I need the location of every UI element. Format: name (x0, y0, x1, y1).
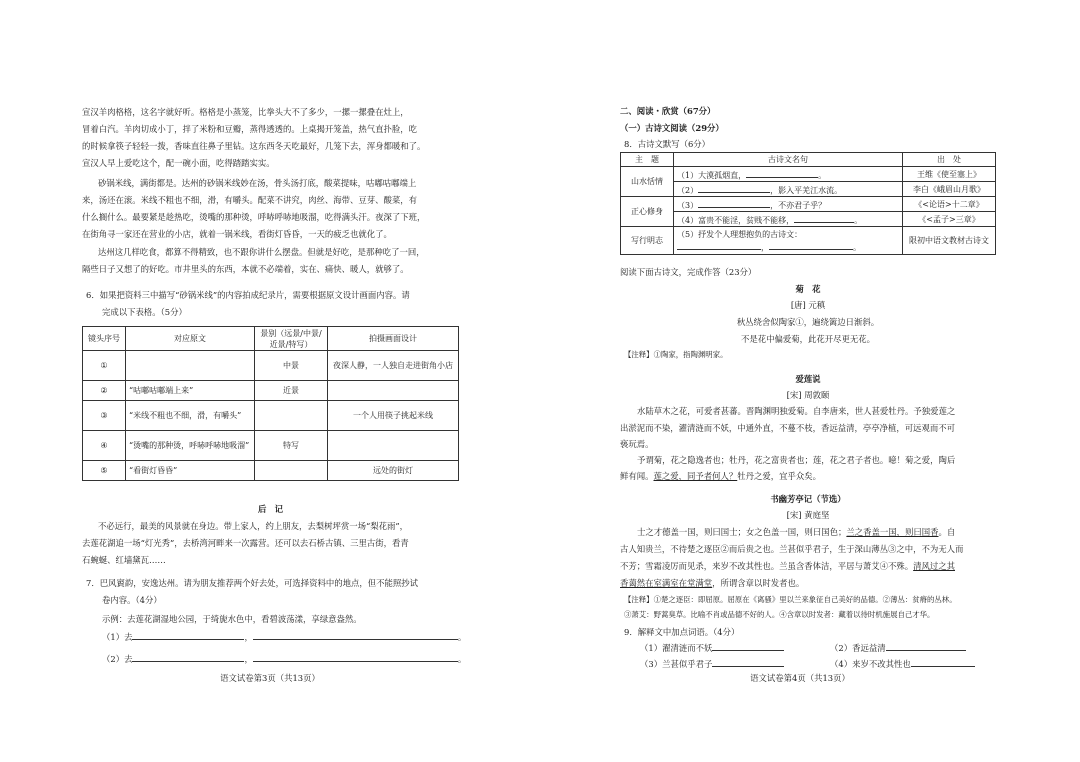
answer-blank[interactable] (794, 213, 854, 223)
essay-author: [宋] 周敦颐 (786, 390, 830, 400)
subsection-heading: （一）古诗文阅读（29分） (620, 123, 724, 133)
question-8: 8．古诗文默写（6分） (624, 139, 711, 149)
essay-author: [宋] 黄庭坚 (786, 510, 830, 520)
question-7-example: 示例：去莲花湖湿地公园，于绮旎水色中，看碧波荡漾，享绿意盎然。 (102, 614, 362, 624)
poem-note: 【注释】①陶家，指陶渊明家。 (624, 350, 728, 359)
table-header: 古诗文名句 (674, 153, 903, 167)
table-cell: 远处的街灯 (328, 461, 459, 481)
table-cell: 夜深人静，一人独自走进街角小店 (328, 351, 459, 381)
passage-line: 隔些日子又想了的好吃。市井里头的东西，本就不必端着，实在、痛快、暖人，就够了。 (82, 264, 409, 274)
answer-blank[interactable] (677, 240, 761, 250)
passage-line: 砂锅米线，满街都是。达州的砂锅米线妙在汤，骨头汤打底，酸菜提味，咕嘟咕嘟端上 (98, 178, 417, 188)
q9-item: （2）香远益清 (830, 640, 966, 656)
table-cell: ③ (83, 401, 126, 431)
poem-line: 不是花中偏爱菊，此花开尽更无花。 (741, 334, 875, 344)
answer-line-1: （1）去 ， 。 (102, 632, 467, 642)
answer-blank[interactable] (886, 641, 966, 651)
answer-blank[interactable] (253, 630, 458, 640)
answer-blank[interactable] (698, 183, 770, 193)
source-cell: 《<论语>十二章》 (903, 197, 996, 212)
passage-line: 在街角寻一家还在营业的小店，就着一锅米线，看街灯昏昏，一天的疲乏也就化了。 (82, 229, 392, 239)
answer-blank[interactable] (769, 240, 853, 250)
reading-instruction: 阅读下面古诗文，完成作答（23分） (620, 267, 757, 277)
passage-line: 来，汤还在滚。米线不粗也不细，滑，有嚼头。配菜不讲究，肉丝、海带、豆芽、酸菜，有 (82, 195, 417, 205)
question-7-line1: 7．巴风賨韵，安逸达州。请为朋友推荐两个好去处，可选择资料中的地点，但不能照抄试 (86, 578, 418, 588)
page-footer: 语文试卷第3页（共13页） (220, 673, 320, 683)
table-cell: “看街灯昏昏” (126, 461, 255, 481)
q9-item: （3）兰甚似乎君子 (640, 656, 784, 672)
table-cell (255, 461, 328, 481)
essay-line: 亵玩焉。 (620, 439, 654, 449)
table-cell: 特写 (255, 431, 328, 461)
table-header: 出 处 (903, 153, 996, 167)
passage-line: 宣汉羊肉格格，这名字就好听。格格是小蒸笼，比拳头大不了多少，一摞一摞叠在灶上， (82, 107, 409, 117)
table-cell: ⑤ (83, 461, 126, 481)
essay-title: 书幽芳亭记（节选） (770, 494, 846, 504)
table-cell: “咕嘟咕嘟端上来” (126, 381, 255, 401)
table-cell: 中景 (255, 351, 328, 381)
answer-blank[interactable] (911, 657, 975, 667)
passage-line: 达州这几样吃食，都算不得精致，也不跟你讲什么摆盘。但就是好吃，是那种吃了一回， (98, 247, 425, 257)
table-cell (255, 401, 328, 431)
afterword-line: 去莲花湖追一场“灯光秀”，去桥湾河畔来一次露营。还可以去石桥古镇、三里古街，看青 (82, 538, 409, 548)
answer-blank[interactable] (698, 198, 770, 208)
source-cell: 李白《峨眉山月歌》 (903, 182, 996, 197)
source-cell: 限初中语文教材古诗文 (903, 227, 996, 255)
verse-cell: （5）抒发个人理想抱负的古诗文： ， 。 (674, 227, 903, 255)
q9-item: （4）来岁不改其性也 (830, 656, 975, 672)
answer-blank[interactable] (712, 657, 784, 667)
table-cell: 一个人用筷子挑起米线 (328, 401, 459, 431)
answer-label: （1）去 (102, 632, 133, 642)
question-6-line1: 6．如果把资料三中描写“砂锅米线”的内容拍成纪录片，需要根据原文设计画面内容。请 (86, 290, 410, 300)
shot-design-table (82, 326, 459, 481)
table-header: 对应原文 (126, 327, 255, 351)
table-header: 景别（远景/中景/近景/特写） (255, 327, 328, 351)
essay-line: 出淤泥而不染，濯清涟而不妖，中通外直，不蔓不枝，香远益清，亭亭净植，可远观而不可 (620, 423, 955, 433)
underlined-text: 莲之爱，同予者何人？ (653, 471, 738, 481)
essay-line: 鲜有闻。莲之爱，同予者何人？牡丹之爱，宜乎众矣。 (620, 471, 821, 481)
page-footer: 语文试卷第4页（共13页） (750, 673, 850, 683)
passage-line: 的时候拿筷子轻轻一拨，香味直往鼻子里钻。这东西冬天吃最好，几笼下去，浑身都暖和了。 (82, 141, 426, 151)
afterword-line: 石蜿蜒、红墙黛瓦…… (82, 555, 166, 565)
recitation-table (620, 152, 996, 255)
afterword-line: 不必远行，最美的风景就在身边。带上家人，约上朋友，去梨树坪赏一场“梨花雨”， (98, 521, 409, 531)
answer-label: （2）去 (102, 654, 133, 664)
table-cell: ② (83, 381, 126, 401)
essay-line: 不芳；雪霜凌厉而见杀，来岁不改其性也。兰虽含香体洁，平居与萧艾④不殊。清风过之其 (620, 561, 955, 571)
essay-line: 予谓菊，花之隐逸者也；牡丹，花之富贵者也；莲，花之君子者也。噫！菊之爱，陶后 (637, 455, 956, 465)
passage-line: 冒着白汽。羊肉切成小丁，拌了米粉和豆瓣，蒸得透透的。上桌揭开笼盖，热气直扑脸，吃 (82, 124, 417, 134)
essay-note: 【注释】①楚之逐臣：即屈原。屈原在《离骚》里以兰来象征自己美好的品德。②薄丛：贫瘠的丛林。 (624, 595, 957, 604)
verse-cell: （1）大漠孤烟直， 。 (674, 167, 903, 182)
answer-line-2: （2）去 ， 。 (102, 654, 467, 664)
essay-line: 士之才德盖一国，则曰国士；女之色盖一国，则曰国色；兰之香盖一国，则曰国香。自 (637, 527, 956, 537)
essay-line: 水陆草木之花，可爱者甚蕃。晋陶渊明独爱菊。自李唐来，世人甚爱牡丹。予独爱莲之 (637, 406, 956, 416)
afterword-title: 后 记 (257, 504, 284, 514)
underlined-text: 兰之香盖一国，则曰国香 (846, 527, 939, 537)
question-6-line2: 完成以下表格。（5分） (102, 307, 187, 317)
essay-line: 古人知贵兰，不待楚之逐臣②而后贵之也。兰甚似乎君子，生于深山薄丛③之中，不为无人而 (620, 544, 964, 554)
answer-blank[interactable] (253, 652, 458, 662)
q9-item: （1）濯清涟而不妖 (640, 640, 784, 656)
table-cell: ④ (83, 431, 126, 461)
table-cell (328, 381, 459, 401)
table-cell: ① (83, 351, 126, 381)
theme-cell: 山水恬情 (621, 167, 674, 197)
question-9: 9．解释文中加点词语。（4分） (624, 627, 740, 637)
essay-line: 香蔼然在室满室在堂满堂，所谓含章以时发者也。 (620, 578, 805, 588)
table-header: 主 题 (621, 153, 674, 167)
underlined-text: 清风过之其 (913, 561, 955, 571)
answer-blank[interactable] (712, 641, 784, 651)
verse-cell: （2） ，影入平羌江水流。 (674, 182, 903, 197)
table-cell (328, 431, 459, 461)
source-cell: 王维《使至塞上》 (903, 167, 996, 182)
underlined-text: 香蔼然在室满室在堂满堂 (620, 578, 713, 588)
passage-line: 什么搁什么。最要紧是趁热吃，烫嘴的那种烫，呼哧呼哧地吸溜，吃得满头汗。夜深了下班， (82, 212, 426, 222)
essay-title: 爱莲说 (795, 374, 821, 384)
passage-line: 宣汉人早上爱吃这个，配一碗小面，吃得踏踏实实。 (82, 158, 275, 168)
section-heading: 二、阅读・欣赏（67分） (620, 106, 716, 116)
table-cell: 近景 (255, 381, 328, 401)
table-header: 拍摄画面设计 (328, 327, 459, 351)
table-cell (126, 351, 255, 381)
theme-cell: 写行明志 (621, 227, 674, 255)
poem-line: 秋丛绕舍似陶家①，遍绕篱边日渐斜。 (736, 317, 880, 327)
answer-blank[interactable] (132, 652, 244, 662)
question-7-line2: 卷内容。（4分） (102, 595, 162, 605)
poem-author: [唐] 元稹 (790, 300, 826, 310)
answer-blank[interactable] (746, 168, 818, 178)
essay-note: ③萧艾：野蒿臭草。比喻不肖或品德不好的人。④含章以时发者：藏着以待时机施展自己才华。 (624, 610, 935, 619)
poem-title: 菊 花 (795, 284, 821, 294)
answer-blank[interactable] (132, 630, 244, 640)
table-header: 镜头序号 (83, 327, 126, 351)
verse-cell: （3） ，不亦君子乎？ (674, 197, 903, 212)
right-exam-page (540, 0, 1080, 762)
table-cell: “米线不粗也不细，滑，有嚼头” (126, 401, 255, 431)
table-cell: “烫嘴的那种烫，呼哧呼哧地吸溜” (126, 431, 255, 461)
theme-cell: 正心修身 (621, 197, 674, 227)
source-cell: 《<孟子>三章》 (903, 212, 996, 227)
verse-cell: （4）富贵不能淫，贫贱不能移， 。 (674, 212, 903, 227)
